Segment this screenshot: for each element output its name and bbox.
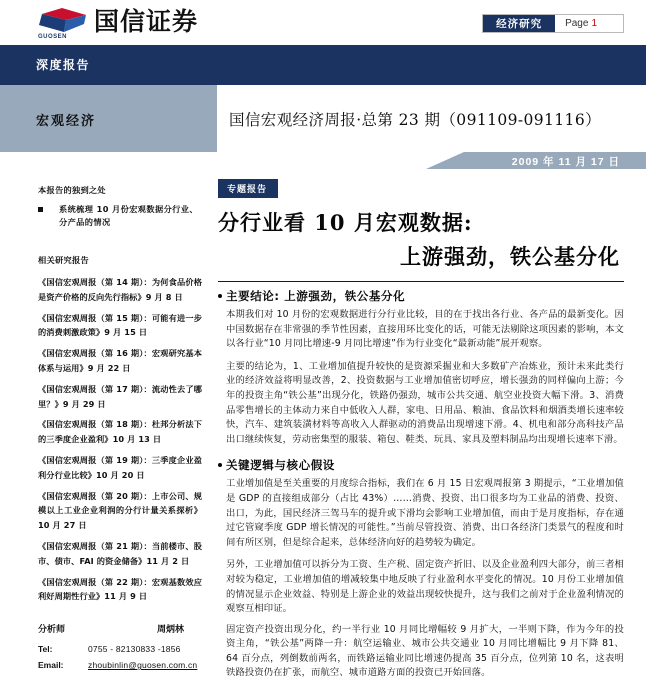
research-tag: 经济研究 <box>483 15 555 32</box>
document-title-line2: 上游强劲，铁公基分化 <box>400 244 620 269</box>
sector-label: 宏观经济 <box>36 114 97 129</box>
analyst-row <box>38 622 202 635</box>
research-page-box <box>482 14 624 33</box>
sidebar <box>0 175 208 676</box>
report-type-label: 深度报告 <box>36 58 91 72</box>
report-type-band <box>0 45 646 85</box>
unique-point-text: 系统梳理 10 月份宏观数据分行业、分产品的情况 <box>59 204 198 227</box>
document-title-line1: 分行业看 10 月宏观数据: <box>218 210 473 235</box>
analyst-role-label: 分析师 <box>38 625 66 636</box>
related-report-item[interactable]: 《国信宏观周报（第 14 期）：为何食品价格是资产价格的反向先行指标》9 月 8 日 <box>38 277 202 302</box>
section-heading-main-conclusion <box>218 288 624 304</box>
sector-band <box>0 85 646 152</box>
paragraph: 本期我们对 10 月份的宏观数据进行分行业比较，目的在于找出各行业、各产品的最新变化。因中国数据存在非常强的季节性因素，直接用环比变化的话，可能无法剔除这项因素的影响，本文以各行业“10 月同比增速-9 月同比增速”作为行业变化“最新动能”展开观察。 <box>226 309 624 350</box>
topic-report-tag: 专题报告 <box>218 179 278 198</box>
main-content <box>208 175 646 687</box>
report-title-bar: 国信宏观经济周报·总第 23 期（091109-091116） <box>229 110 601 129</box>
related-report-item[interactable]: 《国信宏观周报（第 17 期）：流动性去了哪里？》9 月 29 日 <box>38 383 202 409</box>
company-logo <box>36 6 198 38</box>
report-title-plate <box>217 85 646 152</box>
analyst-tel-row <box>38 644 202 654</box>
analyst-email-row <box>38 660 202 670</box>
related-report-item[interactable]: 《国信宏观周报（第 20 期）：上市公司、规模以上工业企业利润的分行计量关系探析》10 月 27 日 <box>38 490 202 531</box>
related-reports-heading: 相关研究报告 <box>38 255 89 265</box>
analyst-name: 周炳林 <box>156 625 184 636</box>
page-body <box>0 169 646 687</box>
related-report-item[interactable]: 《国信宏观周报（第 19 期）：三季度企业盈利分行业比较》10 月 20 日 <box>38 454 202 480</box>
related-report-item[interactable]: 《国信宏观周报（第 15 期）：可能有进一步的消费刺激政策》9 月 15 日 <box>38 312 202 338</box>
tel-label: Tel: <box>38 644 53 655</box>
section-heading-key-logic <box>218 457 624 473</box>
page-label: Page <box>565 18 589 29</box>
unique-point-item <box>38 203 202 229</box>
paragraph: 工业增加值是至关重要的月度综合指标，我们在 6 月 15 日宏观周报第 3 期提示，“工业增加值是 GDP 的直接组成部分（占比 43%）……消费、投资、出口很多均为工业品的消费、投资、出口，为此，国民经济三驾马车的提升或下滑均会影响工业增加值，而由于是月度指标，存在通过它管窥季度 GDP 增长情况的可能性。”当前尽管投资、消费、出口各经济门类景气的程度和时间有所区别，但是综合起来，总体经济向好的趋势较为确定。 <box>226 478 624 548</box>
page-indicator <box>555 15 623 32</box>
paragraph: 主要的结论为，1、工业增加值提升较快的是资源采掘业和大多数矿产冶炼业，预计未来此类行业的经济效益将明显改善，2、投资数据与工业增加值密切呼应，增长强劲的同样偏向上游；今年的投资主角“铁公基”出现分化，铁路仍强劲，城市公共交通、航空业投资大幅下滑。3、消费品零售增长的主体动力来自中低收入人群，家电、日用品、粮油、食品饮料和烟酒类增长速率较快，汽车、建筑装潢材料等高收入人群驱动的消费品出现增速下滑。4、机电和部分高科技产品出口继续恢复，劳动密集型的服装、箱包、鞋类、玩具、家具及塑料制品均出现增长速率下滑。 <box>226 360 624 445</box>
related-report-item[interactable]: 《国信宏观周报（第 16 期）：宏观研究基本体系与运用》9 月 22 日 <box>38 348 202 373</box>
section-heading-text: 主要结论: 上游强劲，铁公基分化 <box>226 289 406 303</box>
page-number: 1 <box>591 18 597 29</box>
tel-value: 0755 - 82130833 -1856 <box>88 644 181 655</box>
related-report-item[interactable]: 《国信宏观周报（第 21 期）：当前楼市、股市、债市、FAI 的资金储备》11 月 2 日 <box>38 540 202 566</box>
bullet-dot-icon <box>218 294 222 298</box>
email-label: Email: <box>38 660 64 671</box>
square-bullet-icon <box>38 207 43 212</box>
title-divider <box>218 281 624 282</box>
bullet-dot-icon <box>218 463 222 467</box>
email-value[interactable]: zhoubinlin@guosen.com.cn <box>88 660 198 671</box>
company-pinyin: GUOSEN <box>38 34 68 40</box>
related-report-item[interactable]: 《国信宏观周报（第 18 期）：杜邦分析法下的三季度企业盈利》10 月 13 日 <box>38 419 202 445</box>
guosen-arrow-logo-icon <box>36 6 90 38</box>
paragraph: 固定资产投资出现分化，约一半行业 10 月同比增幅较 9 月扩大，一半则下降，作为今年的投资主角，“铁公基”两降一升：航空运输业、城市公共交通业 10 月同比增幅比 9 月下降 81、64 百分点，列倒数前两名，而铁路运输业同比增速仍提高 35 百分点，位列第 10 名，这表明铁路投资仍在扩张，而航空、城市道路方面的投资已开始回落。 <box>226 623 624 679</box>
company-name: 国信证券 <box>94 7 199 36</box>
page-header <box>0 0 646 45</box>
unique-points-heading: 本报告的独到之处 <box>38 185 106 195</box>
related-report-item[interactable]: 《国信宏观周报（第 22 期）：宏观基数效应利好周期性行业》11 月 9 日 <box>38 576 202 602</box>
paragraph: 另外，工业增加值可以拆分为工资、生产税、固定资产折旧、以及企业盈利四大部分，前三者相对较为稳定，工业增加值的增减较集中地反映了行业盈利水平变化的情况。10 月份工业增加值的情况显示企业效益、特别是上游企业的效益出现较快提升，这与我们之前对于企业盈利情况的观察互相印证。 <box>226 559 624 615</box>
report-date: 2009 年 11 月 17 日 <box>511 156 620 168</box>
date-ribbon <box>0 152 646 169</box>
analyst-contact <box>38 622 202 670</box>
section-heading-text: 关键逻辑与核心假设 <box>226 458 335 473</box>
